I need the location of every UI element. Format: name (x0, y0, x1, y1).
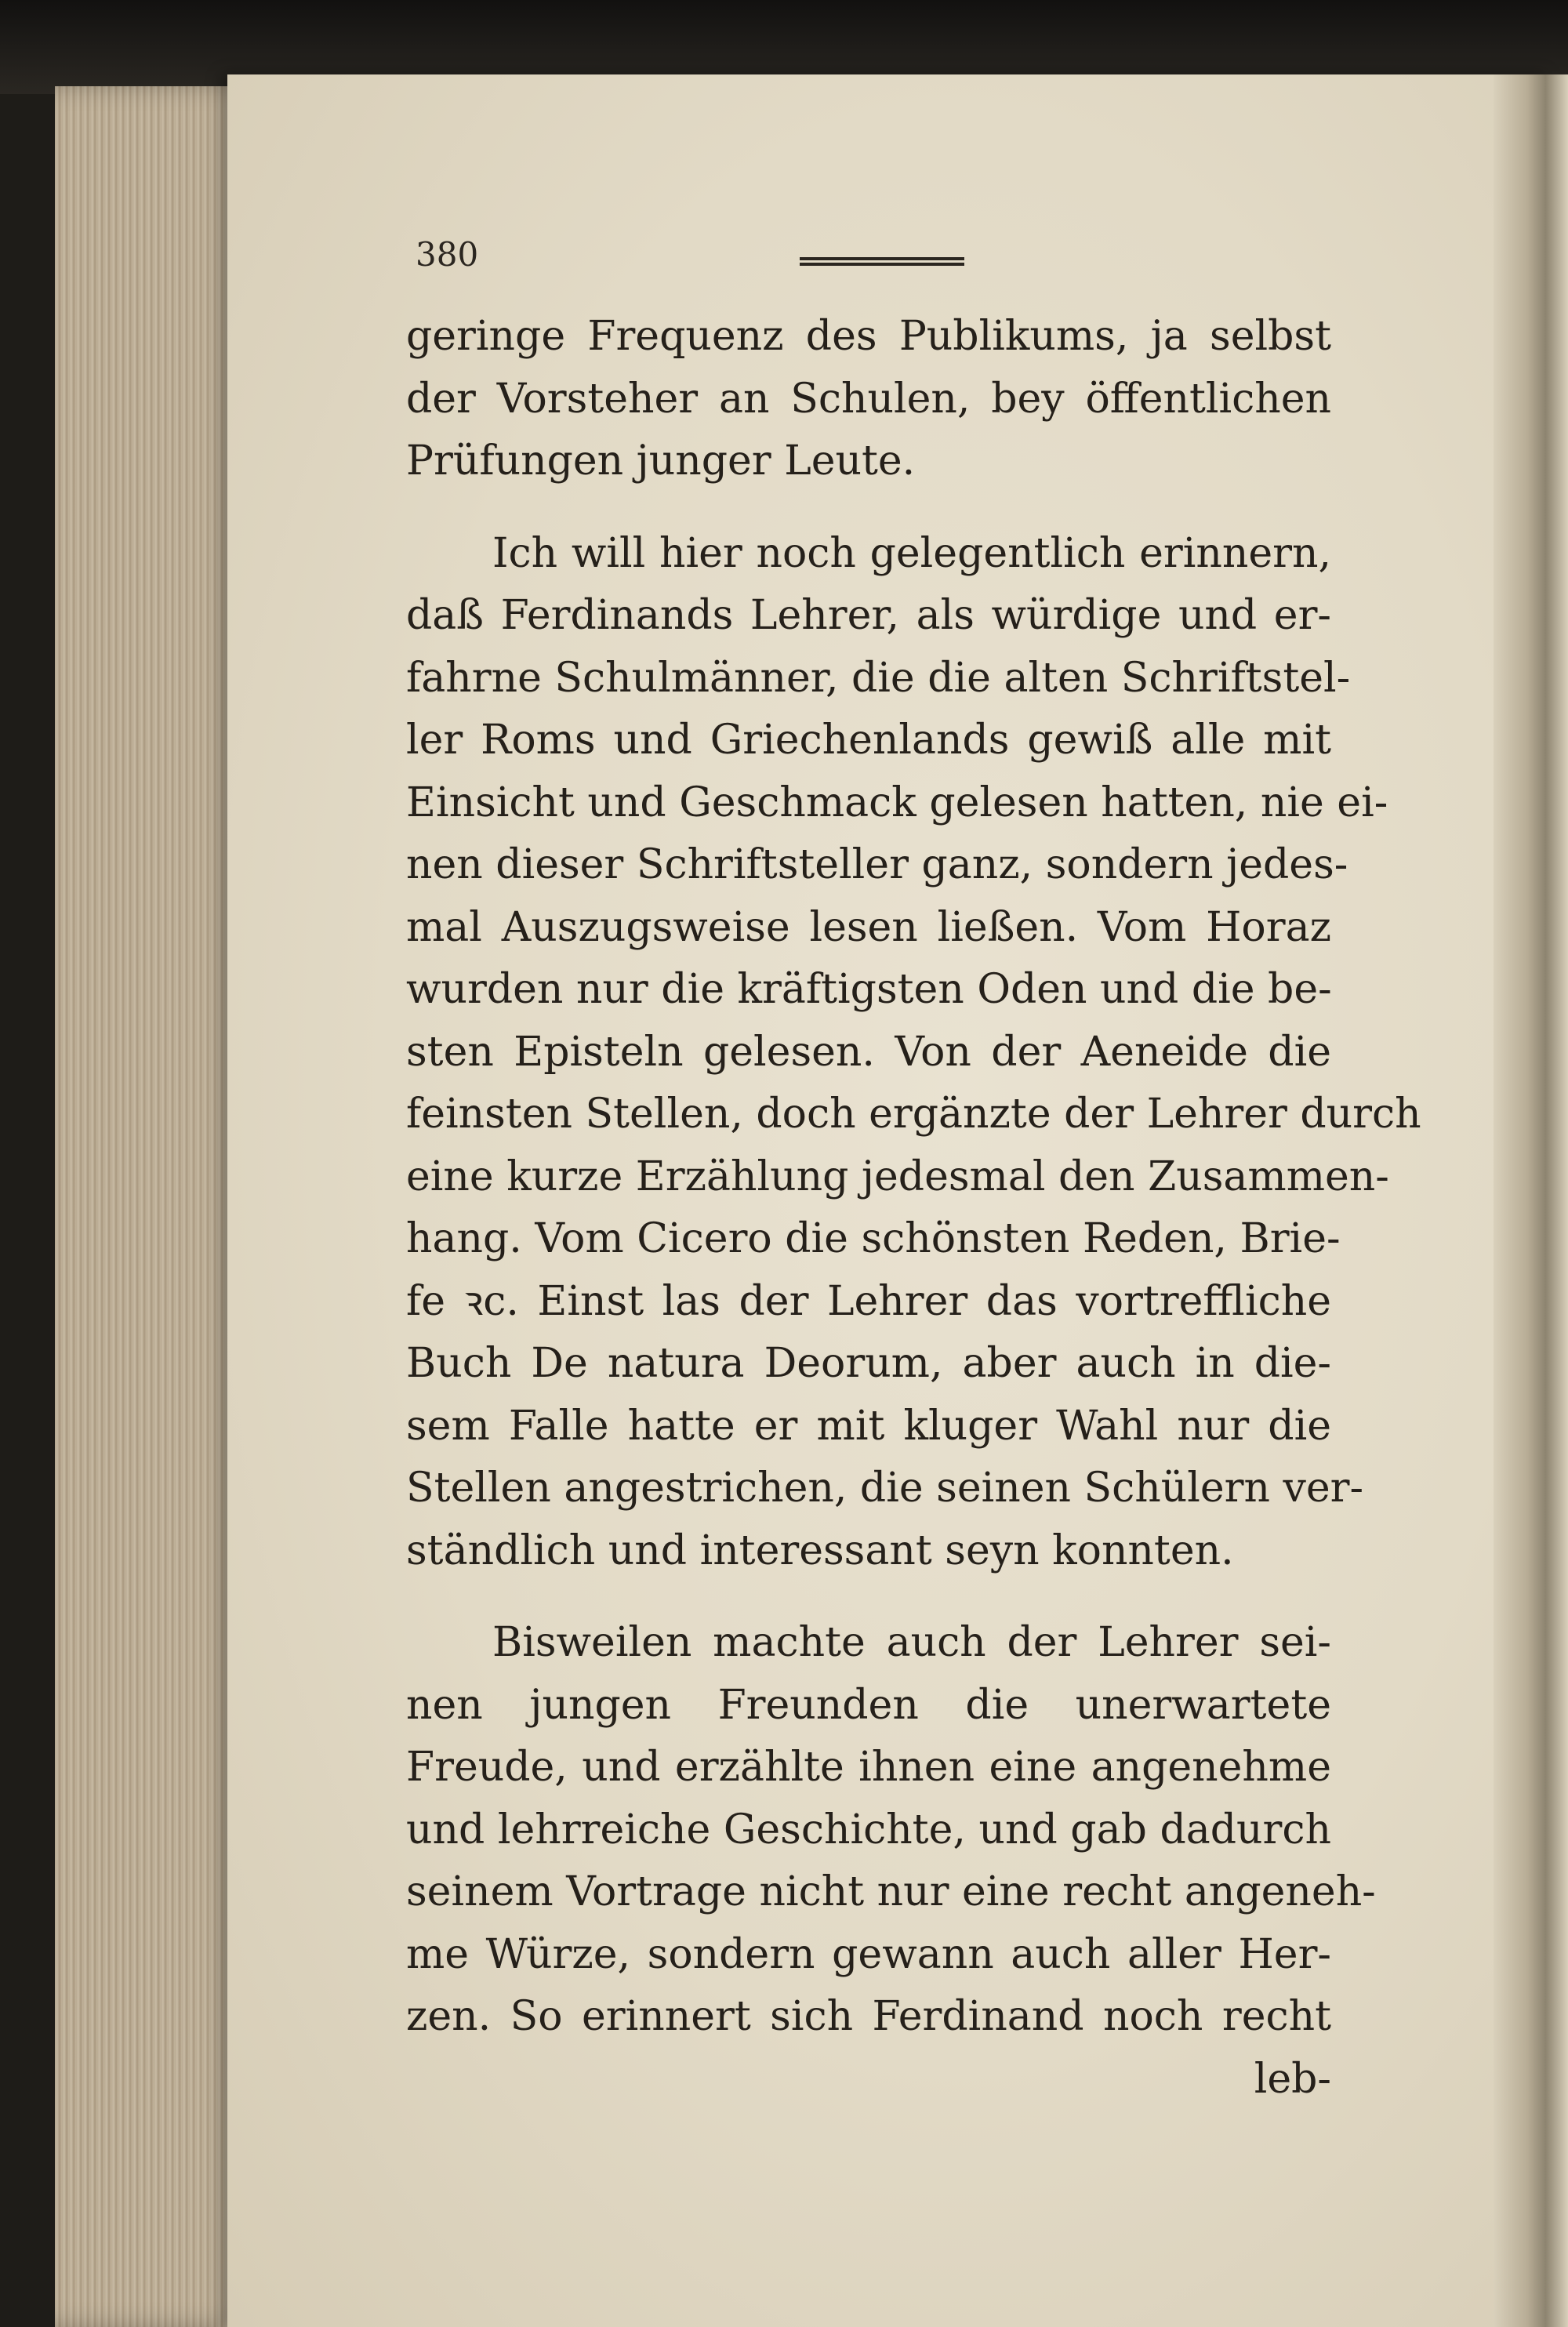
text-line: daß Ferdinands Lehrer, als würdige und er- (406, 592, 1331, 639)
text-line: wurden nur die kräftigsten Oden und die be- (406, 966, 1332, 1013)
page-body (406, 306, 1421, 2111)
header-rule (800, 257, 964, 273)
text-line: Prüfungen junger Leute. (406, 437, 916, 485)
text-line: seinem Vortrage nicht nur eine recht angeneh- (406, 1868, 1376, 1915)
text-line: sten Episteln gelesen. Von der Aeneide die (406, 1028, 1331, 1076)
text-line: nen jungen Freunden die unerwartete (406, 1681, 1331, 1729)
text-line: sem Falle hatte er mit kluger Wahl nur die (406, 1402, 1331, 1450)
page-header (416, 235, 1333, 282)
text-line: mal Auszugsweise lesen ließen. Vom Horaz (406, 903, 1331, 951)
text-line: Ich will hier noch gelegentlich erinnern, (492, 529, 1331, 577)
text-line: Bisweilen machte auch der Lehrer sei- (492, 1619, 1331, 1666)
text-line: und lehrreiche Geschichte, und gab dadurch (406, 1806, 1331, 1853)
text-line: Stellen angestrichen, die seinen Schülern ver- (406, 1465, 1364, 1512)
text-line: feinsten Stellen, doch ergänzte der Lehrer durch (406, 1091, 1421, 1138)
text-line: Freude, und erzählte ihnen eine angenehme (406, 1744, 1331, 1791)
text-line: fe ꝛc. Einst las der Lehrer das vortreffliche (406, 1277, 1331, 1325)
page-number: 380 (416, 235, 479, 274)
text-line: ler Roms und Griechenlands gewiß alle mit (406, 717, 1331, 764)
text-line: hang. Vom Cicero die schönsten Reden, Brie- (406, 1215, 1341, 1262)
text-line: geringe Frequenz des Publikums, ja selbst (406, 313, 1331, 360)
text-line: zen. So erinnert sich Ferdinand noch recht (406, 1993, 1331, 2040)
text-line: nen dieser Schriftsteller ganz, sondern jedes- (406, 841, 1348, 888)
text-line: fahrne Schulmänner, die die alten Schriftstel- (406, 654, 1351, 702)
text-line: Einsicht und Geschmack gelesen hatten, nie ei- (406, 779, 1388, 826)
text-line: eine kurze Erzählung jedesmal den Zusammen- (406, 1153, 1389, 1200)
book-gutter (1494, 74, 1568, 2327)
text-line: Buch De natura Deorum, aber auch in die- (406, 1340, 1331, 1387)
text-line: der Vorsteher an Schulen, bey öffentlichen (406, 375, 1331, 423)
text-line: me Würze, sondern gewann auch aller Her- (406, 1930, 1331, 1978)
text-line: ständlich und interessant seyn konnten. (406, 1527, 1234, 1574)
catchword: leb- (1254, 2055, 1331, 2103)
